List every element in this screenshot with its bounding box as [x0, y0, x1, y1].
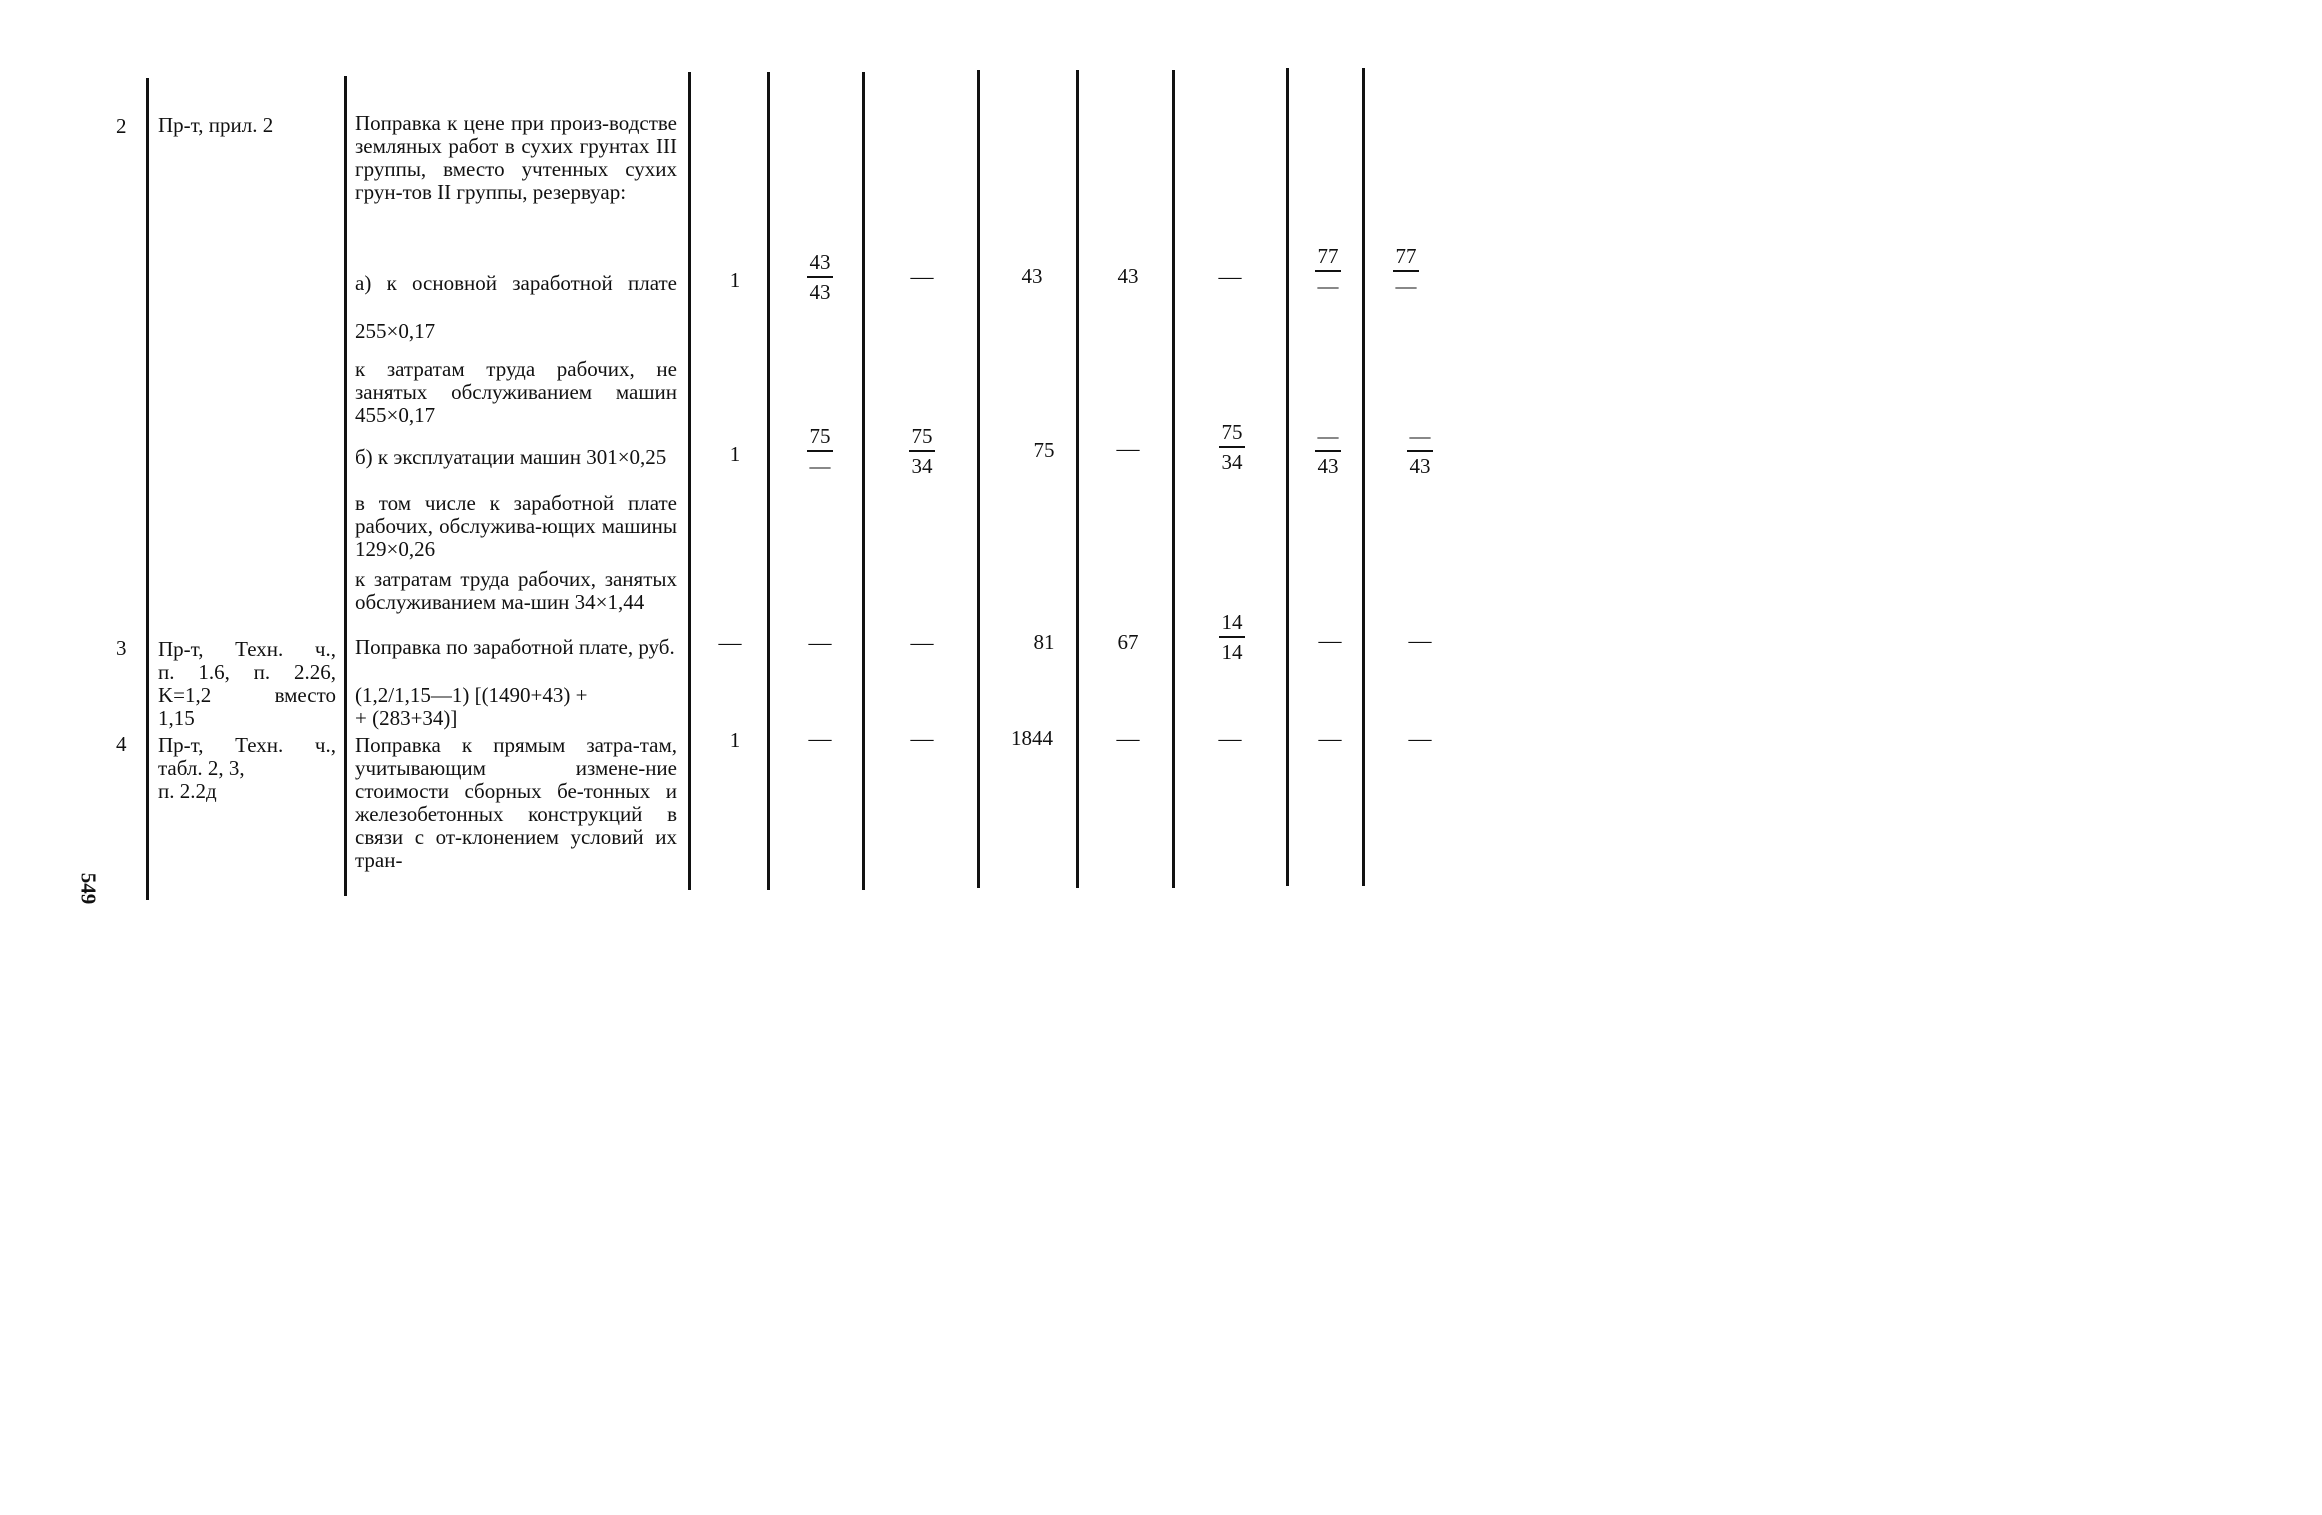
cell-col1: — — [718, 630, 742, 655]
row-source-line: K=1,2 вместо — [158, 683, 336, 707]
cell-col4: 75 — [1033, 438, 1055, 462]
cell-col5: 43 — [1117, 264, 1139, 288]
fraction-denominator: — — [1395, 274, 1417, 298]
table-rule — [688, 72, 691, 890]
cell-col1: 1 — [729, 442, 741, 466]
fraction — [1315, 425, 1341, 477]
fraction — [1219, 611, 1245, 663]
fraction-numerator: 75 — [1219, 421, 1245, 448]
row-description: Поправка к прямым затра-там, учитывающим измене-ние стоимости сборных бе-тонных и железобетонных конструкций в связи с от-клонением условий их тран- — [355, 733, 677, 872]
cell-col7: — — [1318, 628, 1342, 653]
fraction-numerator: 77 — [1393, 245, 1419, 272]
cell-col8 — [1376, 244, 1436, 297]
row-source: Пр-т, прил. 2 — [158, 113, 274, 137]
row-description-formula: + (283+34)] — [355, 706, 458, 730]
table-rule — [1172, 70, 1175, 888]
fraction — [1407, 425, 1433, 477]
cell-col7: — — [1318, 726, 1342, 751]
cell-col8: — — [1408, 726, 1432, 751]
table-rule — [344, 76, 347, 896]
cell-col2: — — [808, 630, 832, 655]
fraction — [909, 425, 935, 477]
fraction-denominator: — — [809, 454, 831, 478]
row-description-b-wages: в том числе к заработной плате рабочих, обслужива-ющих машины 129×0,26 — [355, 491, 677, 561]
table-rule — [1286, 68, 1289, 886]
row-source-line: табл. 2, 3, — [158, 756, 245, 780]
fraction-denominator: 14 — [1221, 640, 1243, 664]
cell-col8: — — [1408, 628, 1432, 653]
cell-col4: 43 — [1021, 264, 1043, 288]
row-source-line: 1,15 — [158, 706, 195, 730]
cell-col5: — — [1116, 726, 1140, 751]
row-source-line: п. 2.2д — [158, 779, 217, 803]
cell-col6: — — [1218, 726, 1242, 751]
table-rule — [1076, 70, 1079, 888]
row-source-line: п. 1.6, п. 2.26, — [158, 660, 336, 684]
cell-col1: 1 — [729, 268, 741, 292]
fraction-denominator: 43 — [1317, 454, 1339, 478]
row-source — [158, 734, 336, 803]
row-number: 4 — [116, 732, 127, 756]
fraction-numerator: — — [1315, 425, 1341, 452]
fraction-denominator: 34 — [911, 454, 933, 478]
cell-col3: — — [910, 630, 934, 655]
cell-col6: — — [1218, 264, 1242, 289]
fraction — [807, 425, 833, 477]
row-number: 2 — [116, 114, 127, 138]
row-description-b-labor: к затратам труда рабочих, занятых обслуживанием ма-шин 34×1,44 — [355, 567, 677, 614]
table-rule — [977, 70, 980, 888]
fraction — [807, 251, 833, 303]
fraction-numerator: 75 — [807, 425, 833, 452]
fraction-numerator: — — [1407, 425, 1433, 452]
fraction-denominator: — — [1317, 274, 1339, 298]
row-source-line: Пр-т, Техн. ч., — [158, 733, 336, 757]
cell-col2 — [790, 424, 850, 477]
table-rule — [1362, 68, 1365, 886]
cell-col2: — — [808, 726, 832, 751]
cell-col3 — [892, 424, 952, 477]
cell-col2 — [790, 250, 850, 303]
fraction-numerator: 75 — [909, 425, 935, 452]
page-number: 549 — [76, 872, 101, 905]
cell-col7 — [1298, 244, 1358, 297]
row-description-a-formula: 255×0,17 — [355, 319, 436, 343]
cell-col7 — [1298, 424, 1358, 477]
row-description-a: а) к основной заработной плате — [355, 271, 677, 295]
cell-col8 — [1390, 424, 1450, 477]
fraction-numerator: 43 — [807, 251, 833, 278]
fraction-numerator: 77 — [1315, 245, 1341, 272]
fraction-numerator: 14 — [1219, 611, 1245, 638]
cell-col6 — [1202, 420, 1262, 473]
table-rule — [767, 72, 770, 890]
cell-col5: 67 — [1117, 630, 1139, 654]
row-source-line: Пр-т, Техн. ч., — [158, 637, 336, 661]
cell-col6 — [1202, 610, 1262, 663]
row-description-labor: к затратам труда рабочих, не занятых обслуживанием машин 455×0,17 — [355, 357, 677, 427]
fraction — [1315, 245, 1341, 297]
fraction-denominator: 43 — [809, 280, 831, 304]
row-source — [158, 638, 336, 730]
cell-col3: — — [910, 726, 934, 751]
table-rule — [146, 78, 149, 900]
table-rule — [862, 72, 865, 890]
cell-col4: 1844 — [1011, 726, 1053, 750]
fraction-denominator: 43 — [1409, 454, 1431, 478]
row-number: 3 — [116, 636, 127, 660]
fraction — [1393, 245, 1419, 297]
row-description: Поправка по заработной плате, руб. — [355, 635, 675, 659]
fraction-denominator: 34 — [1221, 450, 1243, 474]
cell-col1: 1 — [729, 728, 741, 752]
row-description-formula: (1,2/1,15—1) [(1490+43) + — [355, 683, 588, 707]
cell-col5: — — [1116, 436, 1140, 461]
row-description-b: б) к эксплуатации машин 301×0,25 — [355, 445, 667, 469]
row-description: Поправка к цене при произ-водстве земляных работ в сухих грунтах III группы, вместо учтенных сухих грун-тов II группы, резервуар: — [355, 111, 677, 204]
cell-col3: — — [910, 264, 934, 289]
cell-col4: 81 — [1033, 630, 1055, 654]
fraction — [1219, 421, 1245, 473]
